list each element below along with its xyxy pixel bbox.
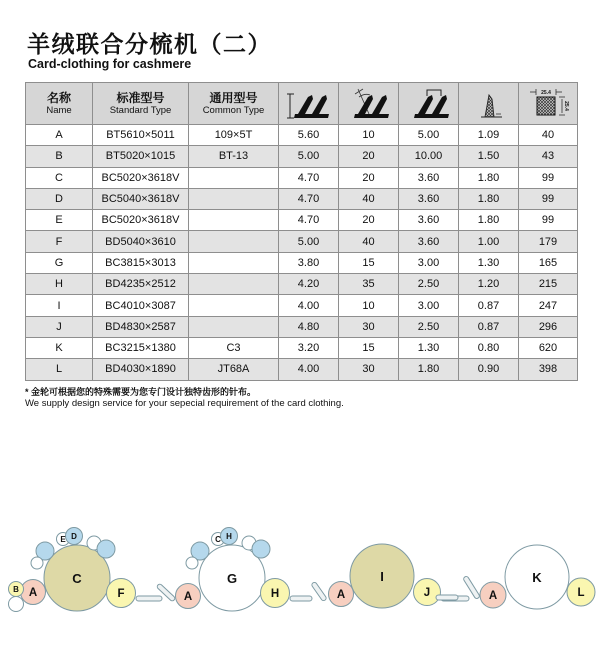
cell-name: I — [26, 295, 93, 316]
cell-standard: BC5020×3618V — [93, 210, 189, 231]
cell-angle: 40 — [339, 231, 399, 252]
cell-pitch: 5.00 — [399, 125, 459, 146]
cell-density: 43 — [519, 146, 578, 167]
footnote — [25, 387, 344, 409]
col-header-standard-en: Standard Type — [109, 105, 172, 116]
cell-height: 4.20 — [279, 274, 339, 295]
cell-pitch: 1.80 — [399, 359, 459, 380]
cell-base: 0.87 — [459, 316, 519, 337]
cell-standard: BC4010×3087 — [93, 295, 189, 316]
cell-common: JT68A — [189, 359, 279, 380]
cell-name: B — [26, 146, 93, 167]
density-dim-top: 25.4 — [541, 89, 551, 96]
table-row — [26, 252, 578, 273]
feed-plate — [311, 581, 327, 601]
cell-name: J — [26, 316, 93, 337]
cell-base: 1.20 — [459, 274, 519, 295]
cell-standard: BC5040×3618V — [93, 188, 189, 209]
cell-density: 99 — [519, 167, 578, 188]
cell-common — [189, 210, 279, 231]
roller-label-k: K — [532, 570, 542, 585]
cell-standard: BD4830×2587 — [93, 316, 189, 337]
roller-label-h: H — [270, 588, 280, 600]
cell-angle: 10 — [339, 295, 399, 316]
cell-common — [189, 252, 279, 273]
cell-base: 0.80 — [459, 337, 519, 358]
table-row — [26, 359, 578, 380]
machine-diagram-2 — [156, 528, 312, 612]
roller-label-a: A — [28, 587, 38, 599]
cell-standard: BC3815×3013 — [93, 252, 189, 273]
conveyor-bar — [290, 596, 312, 601]
cell-height: 4.80 — [279, 316, 339, 337]
page-title: 羊绒联合分梳机（二） — [27, 31, 272, 57]
cell-name: E — [26, 210, 93, 231]
cell-pitch: 3.60 — [399, 167, 459, 188]
col-header-tooth-angle — [339, 83, 399, 125]
tooth-pitch-icon — [405, 87, 453, 121]
cell-common — [189, 316, 279, 337]
page-subtitle: Card-clothing for cashmere — [28, 57, 192, 71]
cell-common — [189, 188, 279, 209]
cell-density: 215 — [519, 274, 578, 295]
density-dim-right: 25.4 — [563, 100, 569, 111]
total-height-icon — [285, 87, 333, 121]
cell-standard: BC5020×3618V — [93, 167, 189, 188]
footnote-en: We supply design service for your sepecial requirement of the card clothing. — [25, 398, 344, 409]
col-header-common-en: Common Type — [202, 105, 265, 116]
cell-base: 1.50 — [459, 146, 519, 167]
roller-label-e: E — [60, 535, 66, 544]
tooth-angle-icon — [345, 87, 393, 121]
cell-angle: 40 — [339, 188, 399, 209]
cell-common: BT-13 — [189, 146, 279, 167]
cell-density: 40 — [519, 125, 578, 146]
cell-density: 99 — [519, 188, 578, 209]
table-row — [26, 146, 578, 167]
cell-base: 1.00 — [459, 231, 519, 252]
cell-base: 0.90 — [459, 359, 519, 380]
cell-height: 4.70 — [279, 210, 339, 231]
table-row — [26, 188, 578, 209]
cell-height: 4.70 — [279, 188, 339, 209]
cell-name: D — [26, 188, 93, 209]
spec-table — [25, 82, 578, 381]
cell-height: 5.60 — [279, 125, 339, 146]
cell-pitch: 1.30 — [399, 337, 459, 358]
cell-angle: 20 — [339, 167, 399, 188]
cell-angle: 30 — [339, 359, 399, 380]
cell-angle: 15 — [339, 252, 399, 273]
header-row — [26, 83, 578, 125]
cell-density: 99 — [519, 210, 578, 231]
cell-common — [189, 231, 279, 252]
roller-label-a: A — [488, 590, 498, 602]
cell-pitch: 3.60 — [399, 210, 459, 231]
roller-label-l: L — [577, 587, 585, 599]
cell-common — [189, 274, 279, 295]
cell-standard: BD5040×3610 — [93, 231, 189, 252]
cell-height: 5.00 — [279, 231, 339, 252]
cell-height: 4.00 — [279, 295, 339, 316]
cell-common — [189, 167, 279, 188]
roller-label-d: D — [71, 532, 77, 541]
cell-density: 179 — [519, 231, 578, 252]
cell-name: A — [26, 125, 93, 146]
cell-name: G — [26, 252, 93, 273]
cell-angle: 10 — [339, 125, 399, 146]
machine-diagram-1 — [9, 528, 163, 612]
col-header-total-height — [279, 83, 339, 125]
point-density-icon — [524, 87, 572, 121]
tooth-base-icon — [465, 87, 513, 121]
cell-angle: 35 — [339, 274, 399, 295]
cell-name: K — [26, 337, 93, 358]
cell-height: 3.80 — [279, 252, 339, 273]
cell-angle: 30 — [339, 316, 399, 337]
cell-density: 620 — [519, 337, 578, 358]
infeed-bar — [436, 595, 458, 600]
roller-label-j: J — [423, 587, 431, 599]
cell-common: 109×5T — [189, 125, 279, 146]
cell-angle: 20 — [339, 210, 399, 231]
cell-name: L — [26, 359, 93, 380]
roller-label-i: I — [380, 569, 384, 584]
roller-label-a: A — [336, 589, 346, 601]
cell-standard: BD4235×2512 — [93, 274, 189, 295]
col-header-common-cn: 通用型号 — [209, 91, 258, 105]
table-row — [26, 337, 578, 358]
roller-label-g: G — [226, 571, 238, 586]
cell-base: 1.09 — [459, 125, 519, 146]
cell-standard: BD4030×1890 — [93, 359, 189, 380]
cell-height: 5.00 — [279, 146, 339, 167]
roller-label-a: A — [183, 591, 193, 603]
cell-density: 165 — [519, 252, 578, 273]
col-header-name-en: Name — [46, 105, 72, 116]
cell-standard: BT5020×1015 — [93, 146, 189, 167]
roller-label-f: F — [117, 588, 125, 600]
cell-pitch: 3.60 — [399, 188, 459, 209]
cell-pitch: 2.50 — [399, 316, 459, 337]
cell-name: H — [26, 274, 93, 295]
cell-base: 1.80 — [459, 167, 519, 188]
table-row — [26, 231, 578, 252]
footnote-cn: * 金轮可根据您的特殊需要为您专门设计独特齿形的针布。 — [25, 387, 257, 397]
col-header-name — [26, 83, 93, 125]
cell-standard: BT5610×5011 — [93, 125, 189, 146]
cell-base: 0.87 — [459, 295, 519, 316]
cell-name: F — [26, 231, 93, 252]
cell-density: 296 — [519, 316, 578, 337]
cell-angle: 15 — [339, 337, 399, 358]
small-roller — [9, 597, 24, 612]
cell-common — [189, 295, 279, 316]
cell-pitch: 10.00 — [399, 146, 459, 167]
roller-label-c-top: C — [215, 535, 221, 544]
roller-label-c: C — [72, 571, 82, 586]
cell-common: C3 — [189, 337, 279, 358]
col-header-tooth-base — [459, 83, 519, 125]
cell-pitch: 2.50 — [399, 274, 459, 295]
col-header-point-density — [519, 83, 578, 125]
cell-standard: BC3215×1380 — [93, 337, 189, 358]
roller-label-h-top: H — [226, 532, 232, 541]
cell-pitch: 3.60 — [399, 231, 459, 252]
table-row — [26, 274, 578, 295]
col-header-tooth-pitch — [399, 83, 459, 125]
cell-base: 1.80 — [459, 210, 519, 231]
conveyor-bar — [136, 596, 162, 601]
machine-diagrams — [0, 520, 600, 660]
cell-height: 4.70 — [279, 167, 339, 188]
cell-base: 1.30 — [459, 252, 519, 273]
cell-density: 398 — [519, 359, 578, 380]
cell-pitch: 3.00 — [399, 295, 459, 316]
col-header-standard — [93, 83, 189, 125]
cell-height: 3.20 — [279, 337, 339, 358]
table-row — [26, 125, 578, 146]
table-row — [26, 210, 578, 231]
table-row — [26, 295, 578, 316]
col-header-name-cn: 名称 — [46, 91, 71, 105]
col-header-standard-cn: 标准型号 — [116, 91, 165, 105]
cell-name: C — [26, 167, 93, 188]
cell-base: 1.80 — [459, 188, 519, 209]
table-row — [26, 167, 578, 188]
table-row — [26, 316, 578, 337]
roller-label-b: B — [13, 585, 19, 594]
cell-height: 4.00 — [279, 359, 339, 380]
col-header-common — [189, 83, 279, 125]
cell-pitch: 3.00 — [399, 252, 459, 273]
cell-angle: 20 — [339, 146, 399, 167]
cell-density: 247 — [519, 295, 578, 316]
